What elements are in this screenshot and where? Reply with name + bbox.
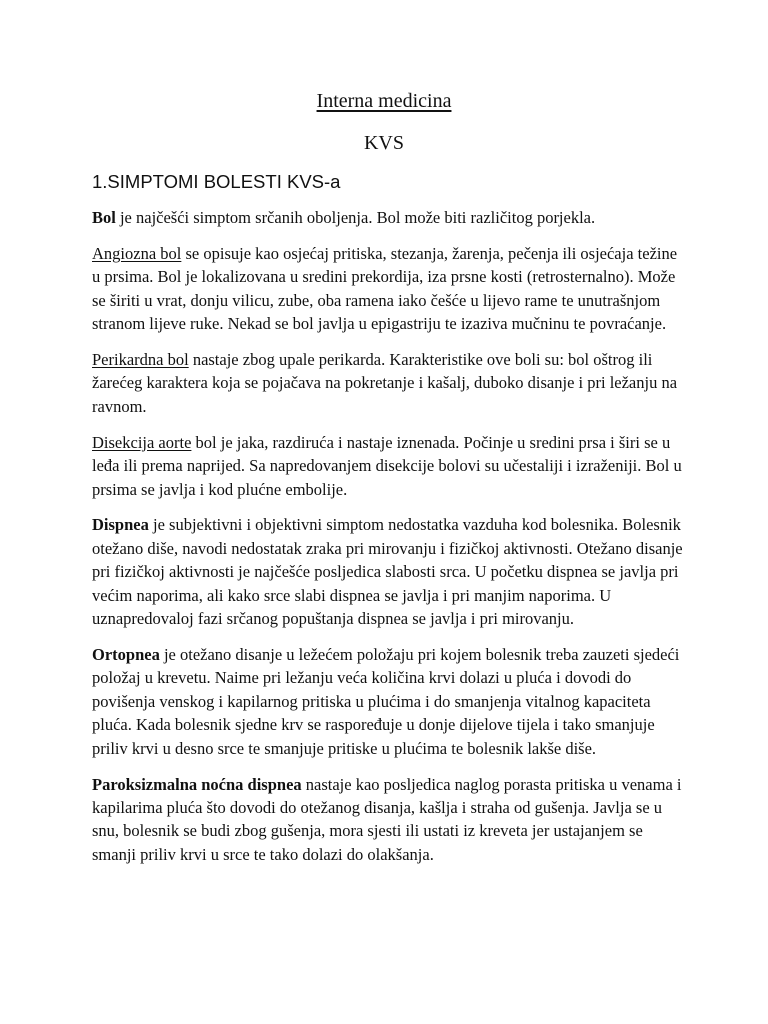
paragraph-perikardna-bol [92, 348, 684, 418]
paragraph-term: Ortopnea [92, 645, 160, 664]
paragraph-text: je najčešći simptom srčanih oboljenja. Bol može biti različitog porjekla. [115, 208, 596, 227]
paragraph-text: nastaje zbog upale perikarda. Karakteristike ove boli su: bol oštrog ili žarećeg karaktera koja se pojačava na pokretanje i kašalj, duboko disanje i pri ležanju na ravnom. [92, 350, 678, 416]
section-heading: 1.SIMPTOMI BOLESTI KVS-a [92, 171, 341, 192]
paragraph-text: je otežano disanje u ležećem položaju pri kojem bolesnik treba zauzeti sjedeći položaj u krevetu. Naime pri ležanju veća količina krvi dolazi u pluća i dovodi do povišenja venskog i kapilarnog pritiska u plućima i do smanjenja vitalnog kapaciteta pluća. Kada bolesnik sjedne krv se raspoređuje u donje dijelove tijela i tako smanjuje priliv krvi u desno srce te smanjuje pritiske u plućima te bolesnik lakše diše. [92, 645, 680, 758]
document-body [92, 206, 684, 879]
document-subtitle: KVS [363, 132, 404, 154]
paragraph-text: bol je jaka, razdiruća i nastaje iznenada. Počinje u sredini prsa i širi se u leđa ili prema naprijed. Sa napredovanjem disekcije bolovi su učestaliji i izraženiji. Bol u prsima se javlja i kod plućne embolije. [92, 432, 682, 499]
paragraph-term: Angiozna bol [92, 243, 182, 263]
paragraph-term: Perikardna bol [92, 350, 189, 370]
paragraph-term: Paroksizmalna noćna dispnea [92, 774, 302, 794]
paragraph-text: nastaje kao posljedica naglog porasta pritiska u venama i kapilarima pluća što dovodi do otežanog disanja, kašlja i straha od gušenja. Javlja se u snu, bolesnik se budi zbog gušenja, mora sjesti ili ustati iz kreveta jer ustajanjem se smanji priliv krvi u srce te tako dolazi do olakšanja. [92, 774, 682, 864]
paragraph-text: je subjektivni i objektivni simptom nedostatka vazduha kod bolesnika. Bolesnik otežano diše, navodi nedostatak zraka pri mirovanju i fizičkoj aktivnosti. Otežano disanje pri fizičkoj aktivnosti je najčešće posljedica slabosti srca. U početku dispnea se javlja pri većim naporima, ali kako srce slabi dispnea se javlja i pri manjim naporima. U uznapredovaloj fazi srčanog popuštanja dispnea se javlja i pri mirovanju. [92, 515, 683, 629]
paragraph-angiozna-bol [92, 242, 684, 336]
paragraph-disekcija-aorte [92, 431, 684, 501]
paragraph-paroksizmalna-nocna-dispnea [92, 773, 684, 867]
paragraph-term: Dispnea [92, 515, 149, 535]
paragraph-term: Disekcija aorte [92, 432, 192, 452]
paragraph-dispnea [92, 513, 684, 630]
paragraph-term: Bol [92, 208, 116, 227]
paragraph-bol [92, 206, 684, 229]
document-title: Interna medicina [316, 90, 452, 112]
paragraph-text: se opisuje kao osjećaj pritiska, stezanja, žarenja, pečenja ili osjećaja težine u prsima. Bol je lokalizovana u sredini prekordija, iza prsne kosti (retrosternalno). Može se širiti u vrat, donju vilicu, zube, oba ramena iako češće u lijevo rame te unutrašnjom stranom lijeve ruke. Nekad se bol javlja u epigastriju te izaziva mučninu te povraćanje. [92, 243, 678, 334]
paragraph-ortopnea [92, 643, 684, 760]
